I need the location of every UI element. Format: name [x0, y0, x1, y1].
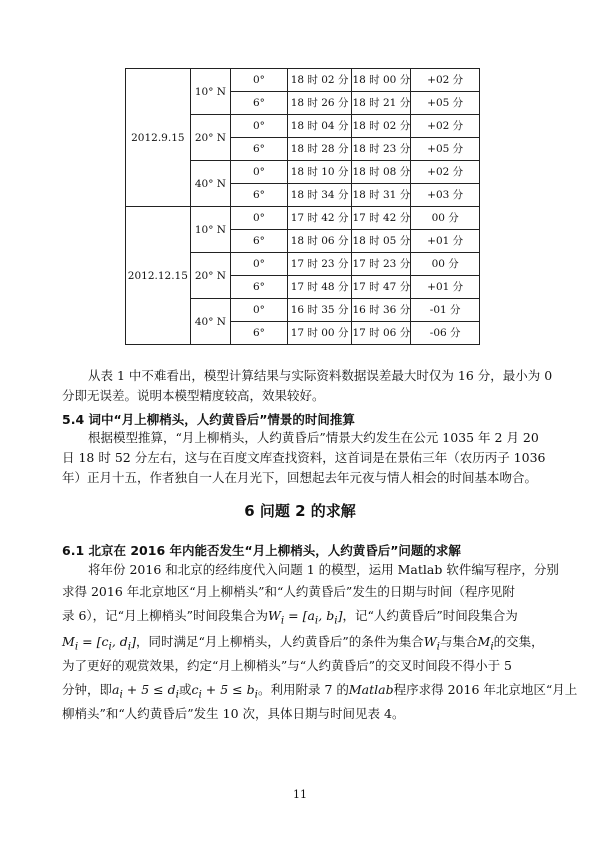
table-row [126, 69, 480, 92]
model-time-cell: 16 时 35 分 [287, 299, 352, 322]
error-cell: +01 分 [411, 230, 480, 253]
error-cell: -06 分 [411, 322, 480, 345]
section-6-1-heading: 6.1 北京在 2016 年内能否发生“月上柳梢头，人约黄昏后”问题的求解 [62, 543, 461, 558]
zenith-angle-cell: 0° [231, 207, 288, 230]
error-cell: +03 分 [411, 184, 480, 207]
paragraph-line: 将年份 2016 和北京的经纬度代入问题 1 的模型，运用 Matlab 软件编写程序，分别 [88, 562, 559, 577]
date-cell: 2012.12.15 [126, 207, 191, 345]
latitude-cell: 20° N [190, 253, 230, 299]
zenith-angle-cell: 0° [231, 69, 288, 92]
error-cell: +05 分 [411, 138, 480, 161]
zenith-angle-cell: 6° [231, 230, 288, 253]
actual-time-cell: 17 时 42 分 [352, 207, 411, 230]
zenith-angle-cell: 0° [231, 161, 288, 184]
set-m-symbol: $M_i$ [477, 634, 494, 653]
model-time-cell: 18 时 04 分 [287, 115, 352, 138]
latitude-cell: 40° N [190, 299, 230, 345]
text-fragment: 或 [178, 682, 192, 697]
results-table-body [126, 69, 480, 345]
error-cell: +01 分 [411, 276, 480, 299]
actual-time-cell: 18 时 05 分 [352, 230, 411, 253]
zenith-angle-cell: 6° [231, 322, 288, 345]
error-cell: +02 分 [411, 115, 480, 138]
inequality-2: $c_i + 5 \le b_i$ [191, 682, 258, 701]
model-time-cell: 17 时 42 分 [287, 207, 352, 230]
error-cell: 00 分 [411, 207, 480, 230]
model-time-cell: 17 时 48 分 [287, 276, 352, 299]
table-conclusion-paragraph [62, 366, 553, 406]
model-time-cell: 18 时 26 分 [287, 92, 352, 115]
text-fragment: 录 6），记“月上柳梢头”时间段集合为 [62, 608, 268, 623]
latitude-cell: 40° N [190, 161, 230, 207]
text-fragment: 的交集， [493, 634, 544, 649]
actual-time-cell: 16 时 36 分 [352, 299, 411, 322]
model-time-cell: 17 时 00 分 [287, 322, 352, 345]
text-fragment: 分钟，即 [62, 682, 113, 697]
error-cell: +02 分 [411, 161, 480, 184]
section-5-4-heading: 5.4 词中“月上柳梢头，人约黄昏后”情景的时间推算 [62, 412, 355, 427]
paragraph-line-with-formula [62, 629, 544, 655]
error-cell: 00 分 [411, 253, 480, 276]
zenith-angle-cell: 6° [231, 276, 288, 299]
paragraph-line-with-formula [62, 603, 540, 629]
zenith-angle-cell: 0° [231, 299, 288, 322]
date-cell: 2012.9.15 [126, 69, 191, 207]
text-fragment: ，记“人约黄昏后”时间段集合为 [342, 608, 518, 623]
text-fragment: ，同时满足“月上柳梢头，人约黄昏后”的条件为集合 [136, 634, 424, 649]
model-time-cell: 18 时 34 分 [287, 184, 352, 207]
paragraph-line: 求得 2016 年北京地区“月上柳梢头”和“人约黄昏后”发生的日期与时间（程序见附 [62, 584, 515, 599]
actual-time-cell: 18 时 00 分 [352, 69, 411, 92]
paragraph-line: 日 18 时 52 分左右，这与在百度文库查找资料，这首词是在景佑三年（农历丙子 1036 [62, 450, 546, 465]
text-fragment: 与集合 [440, 634, 478, 649]
model-time-cell: 17 时 23 分 [287, 253, 352, 276]
zenith-angle-cell: 6° [231, 92, 288, 115]
model-time-cell: 18 时 02 分 [287, 69, 352, 92]
actual-time-cell: 17 时 23 分 [352, 253, 411, 276]
results-table [125, 68, 480, 345]
model-time-cell: 18 时 06 分 [287, 230, 352, 253]
actual-time-cell: 18 时 08 分 [352, 161, 411, 184]
latitude-cell: 20° N [190, 115, 230, 161]
set-w-symbol: $W_i$ [423, 634, 440, 653]
actual-time-cell: 18 时 23 分 [352, 138, 411, 161]
text-fragment: 程序求得 2016 年北京地区“月上 [393, 682, 578, 697]
matlab-label: Matlab [348, 682, 394, 697]
zenith-angle-cell: 0° [231, 253, 288, 276]
latitude-cell: 10° N [190, 207, 230, 253]
actual-time-cell: 17 时 06 分 [352, 322, 411, 345]
model-time-cell: 18 时 28 分 [287, 138, 352, 161]
paragraph-line-with-formula [62, 677, 578, 703]
zenith-angle-cell: 0° [231, 115, 288, 138]
set-m-formula: $M_i = [c_i$, $d_i$] [62, 634, 136, 653]
error-cell: -01 分 [411, 299, 480, 322]
error-cell: +05 分 [411, 92, 480, 115]
set-w-formula: $W_i = [a_i$, $b_i$] [267, 608, 343, 627]
paragraph-line: 根据模型推算，“月上柳梢头，人约黄昏后”情景大约发生在公元 1035 年 2 月 20 [88, 430, 539, 445]
section-5-4-paragraph [62, 428, 546, 488]
inequality-1: $a_i + 5 \le d_i$ [112, 682, 179, 701]
chapter-6-title: 6 问题 2 的求解 [244, 502, 356, 520]
actual-time-cell: 17 时 47 分 [352, 276, 411, 299]
zenith-angle-cell: 6° [231, 184, 288, 207]
zenith-angle-cell: 6° [231, 138, 288, 161]
paragraph-line: 年）正月十五，作者独自一人在月光下，回想起去年元夜与情人相会的时间基本吻合。 [62, 470, 538, 485]
actual-time-cell: 18 时 21 分 [352, 92, 411, 115]
error-cell: +02 分 [411, 69, 480, 92]
paragraph-line: 从表 1 中不难看出，模型计算结果与实际资料数据误差最大时仅为 16 分，最小为 0 [88, 368, 553, 383]
paragraph-line: 柳梢头”和“人约黄昏后”发生 10 次，具体日期与时间见表 4。 [62, 706, 405, 721]
section-6-1-paragraph [62, 559, 578, 725]
latitude-cell: 10° N [190, 69, 230, 115]
model-time-cell: 18 时 10 分 [287, 161, 352, 184]
table-row [126, 207, 480, 230]
paragraph-line: 为了更好的观赏效果，约定“月上柳梢头”与“人约黄昏后”的交叉时间段不得小于 5 [62, 658, 512, 673]
text-fragment: 。利用附录 7 的 [257, 682, 349, 697]
page-number: 11 [293, 788, 307, 801]
paragraph-line: 分即无误差。说明本模型精度较高，效果较好。 [62, 388, 325, 403]
actual-time-cell: 18 时 02 分 [352, 115, 411, 138]
actual-time-cell: 18 时 31 分 [352, 184, 411, 207]
